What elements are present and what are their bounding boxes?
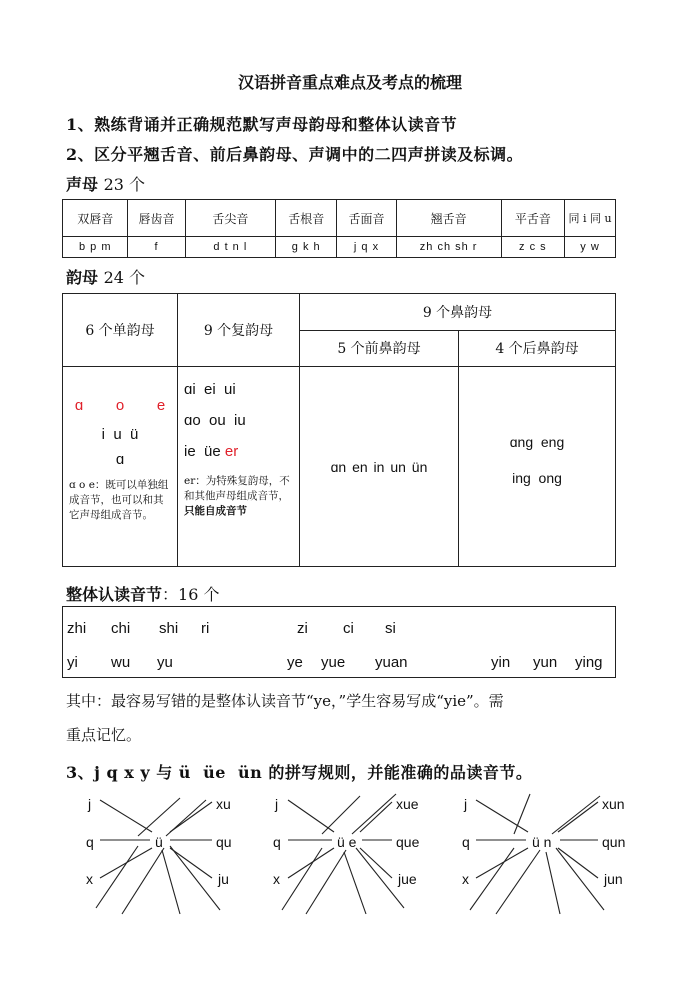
complex-yunmu-row-2: ɑo ou iu xyxy=(184,412,246,429)
syllable-result: qun xyxy=(602,834,626,850)
yunmu-count: 24 个 xyxy=(103,268,146,287)
shengmu-label xyxy=(66,172,145,195)
initial-q: q xyxy=(273,834,281,850)
shengmu-header: 双唇音 xyxy=(63,200,128,237)
syllable: si xyxy=(385,620,396,637)
initial-x: x xyxy=(86,871,93,887)
shengmu-title: 声母 xyxy=(66,175,99,194)
single-yunmu-header: 6 个单韵母 xyxy=(63,294,178,367)
front-nasal-header: 5 个前鼻韵母 xyxy=(300,330,459,367)
syllable-result: xue xyxy=(396,796,419,812)
shengmu-header-row xyxy=(63,200,616,237)
yunmu-body-row xyxy=(63,367,616,567)
shengmu-sounds: y w xyxy=(565,237,616,258)
shengmu-header: 唇齿音 xyxy=(128,200,185,237)
syllable-result: jue xyxy=(398,871,417,887)
spelling-diagrams xyxy=(0,790,700,920)
initial-j: j xyxy=(275,796,279,812)
syllable-result: ju xyxy=(218,871,229,887)
single-yunmu-row-3: ɑ xyxy=(115,451,125,468)
complex-yunmu-note-bold: 只能自成音节 xyxy=(184,505,247,517)
initial-x: x xyxy=(273,871,280,887)
final-center: ü e xyxy=(337,834,357,850)
zhengti-label xyxy=(66,582,219,605)
syllable: yuan xyxy=(375,654,408,671)
shengmu-sounds: d t n l xyxy=(185,237,275,258)
syllable: yue xyxy=(321,654,346,671)
front-nasal-cell: ɑn en in un ün xyxy=(300,367,459,567)
shengmu-header: 舌根音 xyxy=(276,200,337,237)
shengmu-header: 同 i 同 u xyxy=(565,200,616,237)
syllable: yi xyxy=(67,654,78,671)
complex-yunmu-cell xyxy=(178,367,300,567)
spelling-diagram-lines xyxy=(0,790,700,920)
yunmu-label xyxy=(66,265,145,288)
yunmu-header-row-1 xyxy=(63,294,616,331)
diagram-2-lines xyxy=(282,794,404,914)
initial-j: j xyxy=(464,796,468,812)
complex-yunmu-row-1: ɑi ei ui xyxy=(184,381,236,398)
shengmu-sounds: j q x xyxy=(337,237,396,258)
back-nasal-row-2: ing ong xyxy=(512,469,562,486)
single-yunmu-row-2: i u ü xyxy=(101,426,139,443)
single-yunmu-note: ɑ o e：既可以单独组成音节，也可以和其它声母组成音节。 xyxy=(69,479,169,521)
initial-x: x xyxy=(462,871,469,887)
shengmu-header: 舌尖音 xyxy=(185,200,275,237)
yunmu-title: 韵母 xyxy=(66,268,99,287)
complex-yunmu-note xyxy=(184,474,293,519)
shengmu-sounds: f xyxy=(128,237,185,258)
shengmu-sounds: z c s xyxy=(501,237,564,258)
shengmu-sound-row xyxy=(63,237,616,258)
nasal-yunmu-header: 9 个鼻韵母 xyxy=(300,294,616,331)
point-1: 1、熟练背诵并正确规范默写声母韵母和整体认读音节 xyxy=(66,115,458,134)
syllable: ci xyxy=(343,620,354,637)
zhengti-count: ：16 个 xyxy=(162,585,220,604)
shengmu-table xyxy=(62,199,616,258)
note-paragraph-line-1: 其中：最容易写错的是整体认读音节“ye，”学生容易写成“yie”。需 xyxy=(66,692,504,710)
yunmu-er: er xyxy=(224,443,239,460)
complex-yunmu-header: 9 个复韵母 xyxy=(178,294,300,367)
yunmu-o: o xyxy=(115,397,125,414)
syllable: zhi xyxy=(67,620,87,637)
back-nasal-cell xyxy=(459,367,616,567)
initial-q: q xyxy=(462,834,470,850)
syllable: chi xyxy=(111,620,131,637)
syllable-result: xu xyxy=(216,796,231,812)
syllable: shi xyxy=(159,620,179,637)
note-paragraph-line-2: 重点记忆。 xyxy=(66,726,142,744)
zhengti-box xyxy=(62,606,616,678)
initial-j: j xyxy=(88,796,92,812)
syllable-result: que xyxy=(396,834,420,850)
final-center: ü n xyxy=(532,834,552,850)
syllable-result: jun xyxy=(604,871,623,887)
complex-yunmu-note-text: er：为特殊复韵母，不和其他声母组成音节， xyxy=(184,475,290,502)
shengmu-header: 舌面音 xyxy=(337,200,396,237)
single-yunmu-row-1 xyxy=(69,397,171,414)
complex-yunmu-row-3 xyxy=(184,443,293,460)
yunmu-a: ɑ xyxy=(74,397,84,414)
syllable-result: xun xyxy=(602,796,625,812)
single-yunmu-cell xyxy=(63,367,178,567)
shengmu-sounds: zh ch sh r xyxy=(396,237,501,258)
shengmu-count: 23 个 xyxy=(103,175,146,194)
yunmu-table xyxy=(62,293,616,567)
syllable: wu xyxy=(111,654,131,671)
shengmu-sounds: b p m xyxy=(63,237,128,258)
shengmu-header: 平舌音 xyxy=(501,200,564,237)
page-title: 汉语拼音重点难点及考点的梳理 xyxy=(237,73,462,92)
back-nasal-row-1: ɑng eng xyxy=(509,433,565,450)
syllable: yu xyxy=(157,654,173,671)
syllable-result: qu xyxy=(216,834,232,850)
syllable: zi xyxy=(297,620,308,637)
syllable: ye xyxy=(287,654,303,671)
shengmu-sounds: g k h xyxy=(276,237,337,258)
yunmu-e: e xyxy=(156,397,166,414)
diagram-3-lines xyxy=(470,794,604,914)
point-2: 2、区分平翘舌音、前后鼻韵母、声调中的二四声拼读及标调。 xyxy=(66,145,524,164)
syllable: yin xyxy=(491,654,511,671)
final-center: ü xyxy=(155,834,163,850)
complex-yunmu-ie-ue: ie üe xyxy=(184,443,221,460)
syllable: yun xyxy=(533,654,558,671)
point-3: 3、j q x y 与 ü üe ün 的拼写规则，并能准确的品读音节。 xyxy=(66,763,533,782)
initial-q: q xyxy=(86,834,94,850)
syllable: ying xyxy=(575,654,603,671)
diagram-1-lines xyxy=(96,798,220,914)
zhengti-title: 整体认读音节 xyxy=(66,585,163,604)
back-nasal-header: 4 个后鼻韵母 xyxy=(459,330,616,367)
syllable: ri xyxy=(201,620,210,637)
shengmu-header: 翘舌音 xyxy=(396,200,501,237)
